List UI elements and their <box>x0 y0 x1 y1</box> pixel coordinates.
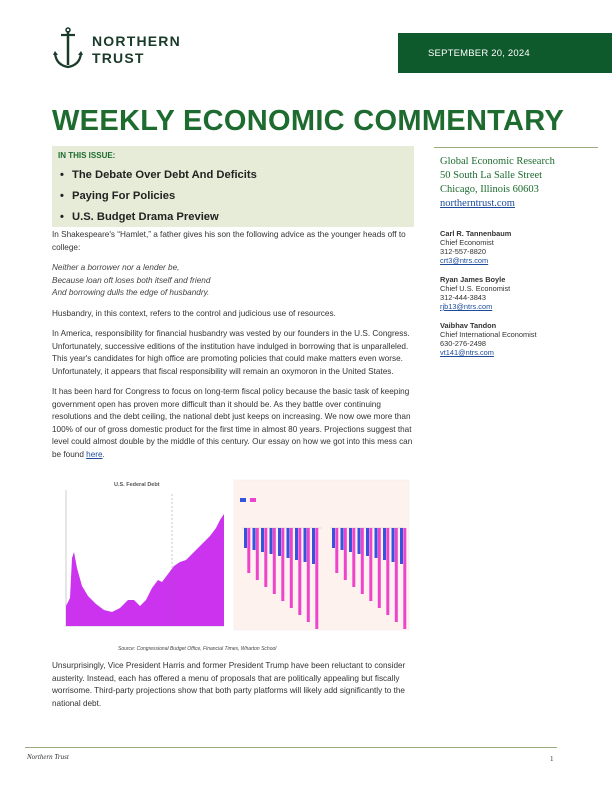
website-link[interactable]: northerntrust.com <box>440 198 515 209</box>
issue-item[interactable]: • The Debate Over Debt And Deficits <box>58 165 408 186</box>
bar <box>341 528 344 550</box>
bar <box>335 528 338 573</box>
bar <box>281 528 284 601</box>
bar <box>304 528 307 562</box>
bar <box>287 528 290 558</box>
bar <box>344 528 347 580</box>
contact-card: Ryan James Boyle Chief U.S. Economist 312-444-3843 rjb13@ntrs.com <box>440 275 600 311</box>
bar <box>375 528 378 558</box>
sidebar <box>440 155 600 357</box>
bar <box>352 528 355 587</box>
paragraph: In America, responsibility for financial husbandry was vested by our founders in the U.S. Congress. Unfortunately, successive editions of the institution have indulged in borrowing that is unparalleled. This year's candidates for high office are promoting policies that could make matters even worse. Unfortunately, it appears that fiscal responsibility will remain an oxymoron in the United States. <box>52 329 410 376</box>
brand-line-1: NORTHERN <box>92 33 181 49</box>
essay-link[interactable]: here <box>86 449 103 459</box>
brand-line-2: TRUST <box>92 50 145 66</box>
org-address: 50 South La Salle Street <box>440 170 543 181</box>
org-name: Global Economic Research <box>440 156 555 167</box>
bar <box>378 528 381 608</box>
footer-brand: Northern Trust <box>27 753 69 761</box>
chart-graphic <box>52 478 412 646</box>
date-banner <box>398 33 612 73</box>
in-this-issue-box <box>52 146 414 227</box>
bar <box>358 528 361 554</box>
bar <box>256 528 259 580</box>
email-link[interactable]: rjb13@ntrs.com <box>440 302 493 311</box>
bar <box>383 528 386 560</box>
issue-item[interactable]: • Paying For Policies <box>58 186 408 207</box>
bar <box>369 528 372 601</box>
bar <box>366 528 369 556</box>
publication-date: SEPTEMBER 20, 2024 <box>428 48 530 59</box>
contact-card: Vaibhav Tandon Chief International Economist 630-276-2498 vt141@ntrs.com <box>440 321 600 357</box>
email-link[interactable]: vt141@ntrs.com <box>440 348 494 357</box>
bar <box>400 528 403 564</box>
page-number: 1 <box>550 755 554 763</box>
platform-impact-chart <box>234 480 409 630</box>
bar <box>403 528 406 629</box>
page-title: WEEKLY ECONOMIC COMMENTARY <box>52 105 565 137</box>
org-city: Chicago, Illinois 60603 <box>440 184 539 195</box>
bar <box>315 528 318 629</box>
bar <box>307 528 310 622</box>
article-body-continued <box>52 660 414 710</box>
northern-trust-logo <box>52 27 192 71</box>
figure-source: Source: Congressional Budget Office, Financial Times, Wharton School <box>118 646 277 652</box>
bar <box>295 528 298 560</box>
bar <box>278 528 281 556</box>
bar <box>361 528 364 594</box>
paragraph: Husbandry, in this context, refers to the control and judicious use of resources. <box>52 308 336 318</box>
paragraph: In Shakespeare's “Hamlet,” a father gives his son the following advice as the younger heads off to college: <box>52 230 406 252</box>
bar <box>244 528 247 548</box>
bar <box>270 528 273 554</box>
issue-item[interactable]: • U.S. Budget Drama Preview <box>58 207 408 228</box>
sidebar-divider <box>434 147 598 148</box>
federal-debt-chart <box>66 482 224 626</box>
contact-card: Carl R. Tannenbaum Chief Economist 312-557-8820 crt3@ntrs.com <box>440 229 600 265</box>
bar <box>312 528 315 564</box>
hamlet-quote: Neither a borrower nor a lender be, Because loan oft loses both itself and friend And borrowing dulls the edge of husbandry. <box>52 263 211 297</box>
paragraph: It has been hard for Congress to focus on long-term fiscal policy because the basic task of keeping government open has proven more difficult than it should be. As they battle over continuing resolutions and the debt ceiling, the national debt just keeps on increasing. We now owe more than 100% of our of gross domestic product for the first time in almost 80 years. Projections suggest that level could almost double by the middle of this century. Our essay on how we got into this mess can be found here. <box>52 387 413 459</box>
bar <box>264 528 267 587</box>
bar <box>349 528 352 552</box>
issue-heading: IN THIS ISSUE: <box>58 151 116 160</box>
bar <box>298 528 301 615</box>
bar <box>392 528 395 562</box>
footer-divider <box>25 747 557 748</box>
bar <box>261 528 264 552</box>
paragraph: Unsurprisingly, Vice President Harris and former President Trump have been reluctant to consider austerity. Instead, each has offered a menu of proposals that are politically appealing but fiscally worrisome. Third-party projections show that both party platforms will likely add significantly to the national debt. <box>52 661 406 708</box>
bar <box>253 528 256 550</box>
bar <box>386 528 389 615</box>
figure-charts <box>52 478 412 648</box>
brand-name <box>92 33 181 67</box>
email-link[interactable]: crt3@ntrs.com <box>440 256 489 265</box>
issue-list <box>58 165 408 228</box>
article-body <box>52 229 414 469</box>
bar <box>247 528 250 573</box>
bar <box>395 528 398 622</box>
bar <box>290 528 293 608</box>
anchor-icon <box>52 27 84 71</box>
left-chart-title: U.S. Federal Debt <box>114 482 160 488</box>
bar <box>273 528 276 594</box>
bar <box>332 528 335 548</box>
